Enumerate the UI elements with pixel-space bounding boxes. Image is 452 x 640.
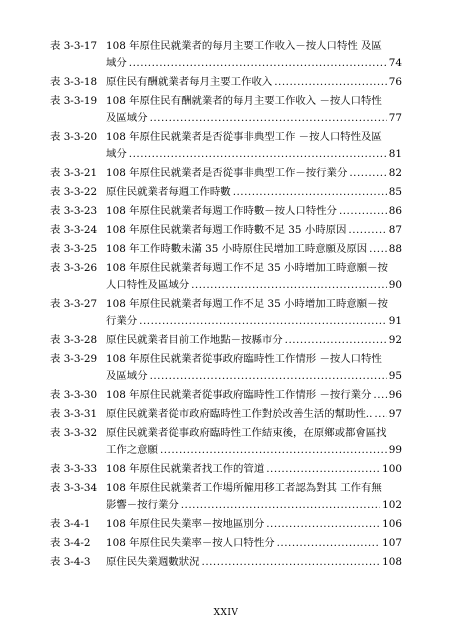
toc-entry-page-number: 92 bbox=[388, 334, 402, 346]
toc-entry-leader-line bbox=[106, 277, 402, 294]
page-number: XXIV bbox=[213, 608, 239, 618]
toc-entry[interactable] bbox=[50, 203, 402, 220]
toc-entry-leader-line bbox=[106, 442, 402, 459]
toc-entry-page-number: 107 bbox=[382, 537, 402, 549]
toc-entry-number: 表 3-3-17 bbox=[50, 40, 98, 52]
toc-entry-title-continuation: 域分 bbox=[106, 148, 127, 160]
toc-entry-body bbox=[106, 535, 402, 552]
toc-entry-title: 108 年原住民就業者是否從事非典型工作 －按人口特性及區 bbox=[106, 131, 382, 143]
toc-entry-body bbox=[106, 74, 402, 91]
toc-entry-leader-line bbox=[106, 461, 402, 478]
toc-entry-body bbox=[106, 351, 402, 385]
toc-entry[interactable] bbox=[50, 406, 402, 423]
dot-leader bbox=[266, 516, 380, 533]
toc-entry[interactable] bbox=[50, 222, 402, 239]
toc-entry-leader-line bbox=[106, 332, 402, 349]
toc-entry-page-number: 87 bbox=[388, 224, 402, 236]
toc-entry-title-continuation: 人口特性及區域分 bbox=[106, 279, 190, 291]
dot-leader bbox=[339, 203, 387, 220]
toc-entry-body bbox=[106, 387, 402, 404]
toc-entry-title: 108 年原住民就業者的每月主要工作收入－按人口特性 及區 bbox=[106, 40, 382, 52]
toc-entry-body bbox=[106, 516, 402, 533]
toc-entry-number: 表 3-3-18 bbox=[50, 76, 98, 88]
toc-entry-body bbox=[106, 93, 402, 127]
toc-entry[interactable] bbox=[50, 516, 402, 533]
toc-entry[interactable] bbox=[50, 461, 402, 478]
dot-leader bbox=[139, 313, 387, 330]
toc-entry-title: 原住民就業者從事政府臨時性工作結束後，在原鄉或都會區找 bbox=[106, 427, 387, 439]
toc-entry-page-number: 95 bbox=[388, 370, 402, 382]
dot-leader bbox=[277, 535, 381, 552]
toc-entry-title: 108 年原住民失業率－按地區別分 bbox=[106, 518, 265, 530]
toc-entry-page-number: 100 bbox=[382, 463, 402, 475]
toc-entry-title-continuation: 及區域分 bbox=[106, 112, 148, 124]
toc-entry-number: 表 3-3-28 bbox=[50, 334, 98, 346]
toc-entry-number: 表 3-3-21 bbox=[50, 167, 98, 179]
toc-entry-body bbox=[106, 461, 402, 478]
toc-entry-body bbox=[106, 480, 402, 514]
toc-entry-body bbox=[106, 38, 402, 72]
toc-entry-leader-line bbox=[106, 222, 402, 239]
dot-leader bbox=[348, 222, 386, 239]
toc-entry[interactable] bbox=[50, 38, 402, 72]
dot-leader bbox=[202, 554, 381, 571]
toc-entry[interactable] bbox=[50, 260, 402, 294]
toc-entry-leader-line bbox=[106, 313, 402, 330]
toc-entry[interactable] bbox=[50, 74, 402, 91]
toc-entry-number: 表 3-4-3 bbox=[50, 556, 91, 568]
toc-entry-number: 表 3-3-25 bbox=[50, 243, 98, 255]
toc-entry-page-number: 77 bbox=[388, 112, 402, 124]
toc-entry-number: 表 3-3-19 bbox=[50, 95, 98, 107]
toc-entry-leader-line bbox=[106, 387, 402, 404]
toc-entry-body bbox=[106, 129, 402, 163]
toc-entry-title: 原住民就業者從市政府臨時性工作對於改善生活的幫助性.. bbox=[106, 408, 373, 420]
toc-entry-leader-line bbox=[106, 516, 402, 533]
toc-entry-page-number: 96 bbox=[388, 389, 402, 401]
toc-entry-title-continuation: 影響－按行業分 bbox=[106, 499, 179, 511]
toc-entry-leader-line bbox=[106, 535, 402, 552]
toc-entry-title: 108 年原住民就業者是否從事非典型工作－按行業分 bbox=[106, 167, 348, 179]
toc-entry-body bbox=[106, 296, 402, 330]
toc-entry-body bbox=[106, 203, 402, 220]
toc-entry[interactable] bbox=[50, 351, 402, 385]
toc-entry-page-number: 81 bbox=[388, 148, 402, 160]
toc-entry-leader-line bbox=[106, 110, 402, 127]
dot-leader bbox=[129, 146, 387, 163]
dot-leader bbox=[373, 387, 386, 404]
toc-entry-title: 108 年原住民就業者從事政府臨時性工作情形 －按行業分 bbox=[106, 389, 372, 401]
dot-leader bbox=[160, 442, 387, 459]
toc-entry-leader-line bbox=[106, 406, 402, 423]
dot-leader bbox=[191, 277, 387, 294]
toc-entry-number: 表 3-4-1 bbox=[50, 518, 91, 530]
toc-entry-title-continuation: 行業分 bbox=[106, 315, 138, 327]
dot-leader bbox=[150, 110, 387, 127]
toc-entry-title: 108 年原住民有酬就業者的每月主要工作收入 －按人口特性 bbox=[106, 95, 382, 107]
toc-entry-page-number: 90 bbox=[388, 279, 402, 291]
toc-entry-number: 表 3-4-2 bbox=[50, 537, 91, 549]
toc-entry-page-number: 99 bbox=[388, 444, 402, 456]
toc-entry-body bbox=[106, 554, 402, 571]
dot-leader bbox=[233, 184, 387, 201]
toc-entry-page-number: 86 bbox=[388, 205, 402, 217]
toc-entry[interactable] bbox=[50, 241, 402, 258]
toc-entry-title: 原住民就業者每週工作時數 bbox=[106, 186, 231, 198]
toc-entry-title: 原住民失業週數狀況 bbox=[106, 556, 200, 568]
toc-entry[interactable] bbox=[50, 296, 402, 330]
dot-leader bbox=[274, 74, 387, 91]
toc-entry-leader-line bbox=[106, 165, 402, 182]
toc-entry-body bbox=[106, 425, 402, 459]
toc-entry-page-number: 97 bbox=[388, 408, 402, 420]
toc-entry-page-number: 91 bbox=[388, 315, 402, 327]
toc-entry-title: 108 年原住民就業者每週工作時數不足 35 小時原因 bbox=[106, 224, 347, 236]
toc-entry-page-number: 102 bbox=[382, 499, 402, 511]
dot-leader bbox=[369, 241, 387, 258]
toc-entry-title: 108 年原住民就業者每週工作不足 35 小時增加工時意願－按 bbox=[106, 298, 388, 310]
dot-leader bbox=[285, 332, 387, 349]
toc-entry-leader-line bbox=[106, 554, 402, 571]
toc-entry-page-number: 74 bbox=[388, 57, 402, 69]
toc-entry-number: 表 3-3-26 bbox=[50, 262, 98, 274]
dot-leader bbox=[374, 406, 386, 423]
dot-leader bbox=[150, 368, 387, 385]
toc-entry-number: 表 3-3-20 bbox=[50, 131, 98, 143]
toc-entry[interactable] bbox=[50, 184, 402, 201]
toc-entry-page-number: 82 bbox=[388, 167, 402, 179]
toc-entry-title: 原住民就業者目前工作地點－按縣市分 bbox=[106, 334, 283, 346]
toc-entry-page-number: 106 bbox=[382, 518, 402, 530]
toc-entry-body bbox=[106, 165, 402, 182]
toc-entry-leader-line bbox=[106, 497, 402, 514]
toc-entry-leader-line bbox=[106, 74, 402, 91]
toc-entry[interactable] bbox=[50, 554, 402, 571]
toc-entry-body bbox=[106, 184, 402, 201]
toc-entry-number: 表 3-3-33 bbox=[50, 463, 98, 475]
toc-entry-title: 108 年工作時數未滿 35 小時原住民增加工時意願及原因 bbox=[106, 243, 368, 255]
toc-entry-body bbox=[106, 332, 402, 349]
toc-entry[interactable] bbox=[50, 93, 402, 127]
toc-entry-body bbox=[106, 222, 402, 239]
dot-leader bbox=[266, 461, 380, 478]
toc-entry-leader-line bbox=[106, 55, 402, 72]
toc-entry-body bbox=[106, 260, 402, 294]
toc-entry[interactable] bbox=[50, 387, 402, 404]
toc-entry-body bbox=[106, 406, 402, 423]
dot-leader bbox=[181, 497, 380, 514]
toc-entry-title-continuation: 及區域分 bbox=[106, 370, 148, 382]
toc-entry-body bbox=[106, 241, 402, 258]
toc-entry-number: 表 3-3-24 bbox=[50, 224, 98, 236]
toc-entry-number: 表 3-3-22 bbox=[50, 186, 98, 198]
toc-entry-title: 原住民有酬就業者每月主要工作收入 bbox=[106, 76, 273, 88]
toc-entry-number: 表 3-3-31 bbox=[50, 408, 98, 420]
toc-entry-page-number: 88 bbox=[388, 243, 402, 255]
toc-entry-page-number: 108 bbox=[382, 556, 402, 568]
toc-entry-number: 表 3-3-23 bbox=[50, 205, 98, 217]
dot-leader bbox=[349, 165, 386, 182]
toc-entry-number: 表 3-3-29 bbox=[50, 353, 98, 365]
toc-entry[interactable] bbox=[50, 129, 402, 163]
toc-entry-leader-line bbox=[106, 203, 402, 220]
toc-entry-leader-line bbox=[106, 368, 402, 385]
toc-entry-page-number: 85 bbox=[388, 186, 402, 198]
toc-entry-leader-line bbox=[106, 146, 402, 163]
toc-entry-title: 108 年原住民就業者找工作的管道 bbox=[106, 463, 265, 475]
toc-entry[interactable] bbox=[50, 332, 402, 349]
toc-entry[interactable] bbox=[50, 425, 402, 459]
toc-entry-number: 表 3-3-34 bbox=[50, 482, 98, 494]
toc-entry-leader-line bbox=[106, 241, 402, 258]
toc-entry-title: 108 年原住民就業者每週工作不足 35 小時增加工時意願－按 bbox=[106, 262, 388, 274]
table-of-contents bbox=[50, 38, 402, 573]
toc-entry-number: 表 3-3-27 bbox=[50, 298, 98, 310]
toc-entry[interactable] bbox=[50, 480, 402, 514]
toc-entry-page-number: 76 bbox=[388, 76, 402, 88]
toc-entry-title: 108 年原住民就業者從事政府臨時性工作情形 －按人口特性 bbox=[106, 353, 382, 365]
toc-entry-title: 108 年原住民失業率－按人口特性分 bbox=[106, 537, 275, 549]
toc-entry[interactable] bbox=[50, 165, 402, 182]
toc-entry-number: 表 3-3-30 bbox=[50, 389, 98, 401]
toc-entry-title-continuation: 工作之意願 bbox=[106, 444, 158, 456]
dot-leader bbox=[129, 55, 387, 72]
toc-entry-title: 108 年原住民就業者每週工作時數－按人口特性分 bbox=[106, 205, 337, 217]
toc-entry[interactable] bbox=[50, 535, 402, 552]
toc-entry-title: 108 年原住民就業者工作場所僱用移工者認為對其 工作有無 bbox=[106, 482, 382, 494]
toc-entry-leader-line bbox=[106, 184, 402, 201]
toc-entry-title-continuation: 域分 bbox=[106, 57, 127, 69]
toc-entry-number: 表 3-3-32 bbox=[50, 427, 98, 439]
